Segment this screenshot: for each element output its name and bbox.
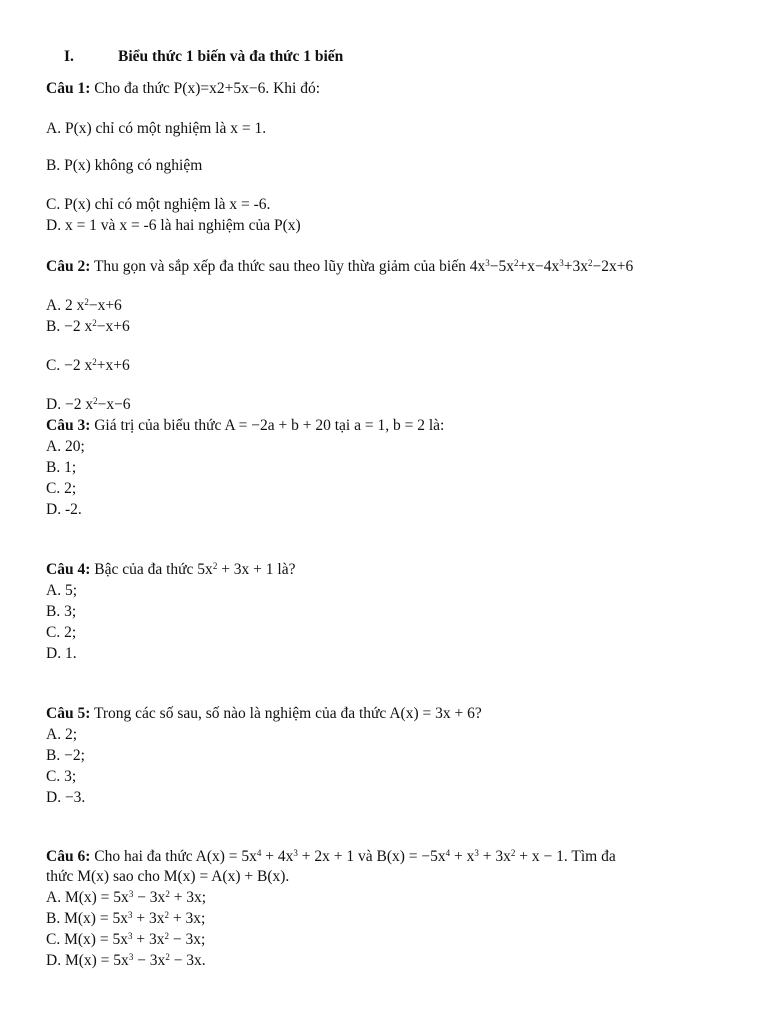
option-letter: B. [46,910,61,927]
question-6-option-a: A. $M(x) = 5x^3 - 3x^2 + 3x$; [46,889,207,906]
question-3-option-c: C. 2; [46,480,77,497]
question-2-label: Câu 2: [46,258,91,275]
question-4-text: Bậc của đa thức 5x [90,561,213,578]
section-heading [64,48,343,66]
question-4-label: Câu 4: [46,561,91,578]
question-5-option-a: A. 2; [46,726,77,743]
question-4-option-a: A. 5; [46,582,77,599]
option-letter: A. [46,297,65,314]
option-letter: B. [46,318,65,335]
question-5-prompt [46,705,482,723]
option-letter: D. [46,952,62,969]
question-5-text: Trong các số sau, số nào là nghiệm của đa thức A(x) = 3x + 6? [90,705,482,722]
question-5-option-b: B. −2; [46,747,85,764]
question-3-option-a: A. 20; [46,438,85,455]
question-1-text: Cho đa thức P(x)=x2+5x−6. Khi đó: [90,80,321,97]
question-6-prompt [46,848,616,866]
question-1-option-b: B. P(x) không có nghiệm [46,157,203,174]
option-expression: −2 $x^2-x-6$ [64,396,131,413]
section-title: Biểu thức 1 biến và đa thức 1 biến [118,48,344,65]
option-letter: D. [46,396,65,413]
question-2-text: Thu gọn và sắp xếp đa thức sau theo lũy thừa giảm của biến [90,258,470,275]
question-6-text: Cho hai đa thức $A(x) = 5x^4 + 4x^3 + 2x + 1$ và $B(x) = -5x^4 + x^3 + 3x^2 + x - 1$. Tìm đa [90,848,616,865]
option-expression: −2 $x^2-x+6$ [64,318,130,335]
question-1-label: Câu 1: [46,80,91,97]
question-2-prompt [46,258,633,276]
question-2-option-d [46,396,131,414]
option-letter: C. [46,357,65,374]
question-4-prompt [46,561,296,579]
question-2-polynomial: $4x^3-5x^2+x-4x^3+3x^2-2x+6$ [469,258,634,275]
question-4-option-d: D. 1. [46,645,77,662]
question-1-option-d: D. x = 1 và x = -6 là hai nghiệm của P(x) [46,217,301,234]
question-6-option-c: C. $M(x) = 5x^3 + 3x^2 - 3x$; [46,931,206,948]
question-2-option-c [46,357,130,375]
question-5-option-d: D. −3. [46,789,86,806]
question-6-option-d: D. $M(x) = 5x^3 - 3x^2 - 3x$. [46,952,206,969]
section-number: I. [64,48,74,65]
question-5-label: Câu 5: [46,705,91,722]
question-4-text-end: + 3x + 1 là? [217,561,296,578]
question-1-option-c: C. P(x) chỉ có một nghiệm là x = -6. [46,196,271,213]
question-2-option-a [46,297,122,315]
question-3-option-b: B. 1; [46,459,77,476]
question-2-option-b [46,318,130,336]
question-3-prompt [46,417,444,435]
question-6-option-b: B. $M(x) = 5x^3 + 3x^2 + 3x$; [46,910,206,927]
question-1-option-a: A. P(x) chỉ có một nghiệm là x = 1. [46,120,267,137]
option-letter: C. [46,931,61,948]
question-3-text: Giá trị của biểu thức A = −2a + b + 20 tại a = 1, b = 2 là: [90,417,445,434]
question-5-option-c: C. 3; [46,768,77,785]
question-1-prompt [46,80,320,98]
option-letter: A. [46,889,62,906]
question-3-option-d: D. -2. [46,501,82,518]
question-6-label: Câu 6: [46,848,91,865]
option-expression: −2 $x^2+x+6$ [64,357,130,374]
option-expression: 2 $x^2-x+6$ [64,297,122,314]
question-3-label: Câu 3: [46,417,91,434]
question-4-option-c: C. 2; [46,624,77,641]
question-4-option-b: B. 3; [46,603,77,620]
question-6-prompt-continued: thức M(x) sao cho M(x) = A(x) + B(x). [46,868,290,885]
exponent: 2 [212,561,218,571]
